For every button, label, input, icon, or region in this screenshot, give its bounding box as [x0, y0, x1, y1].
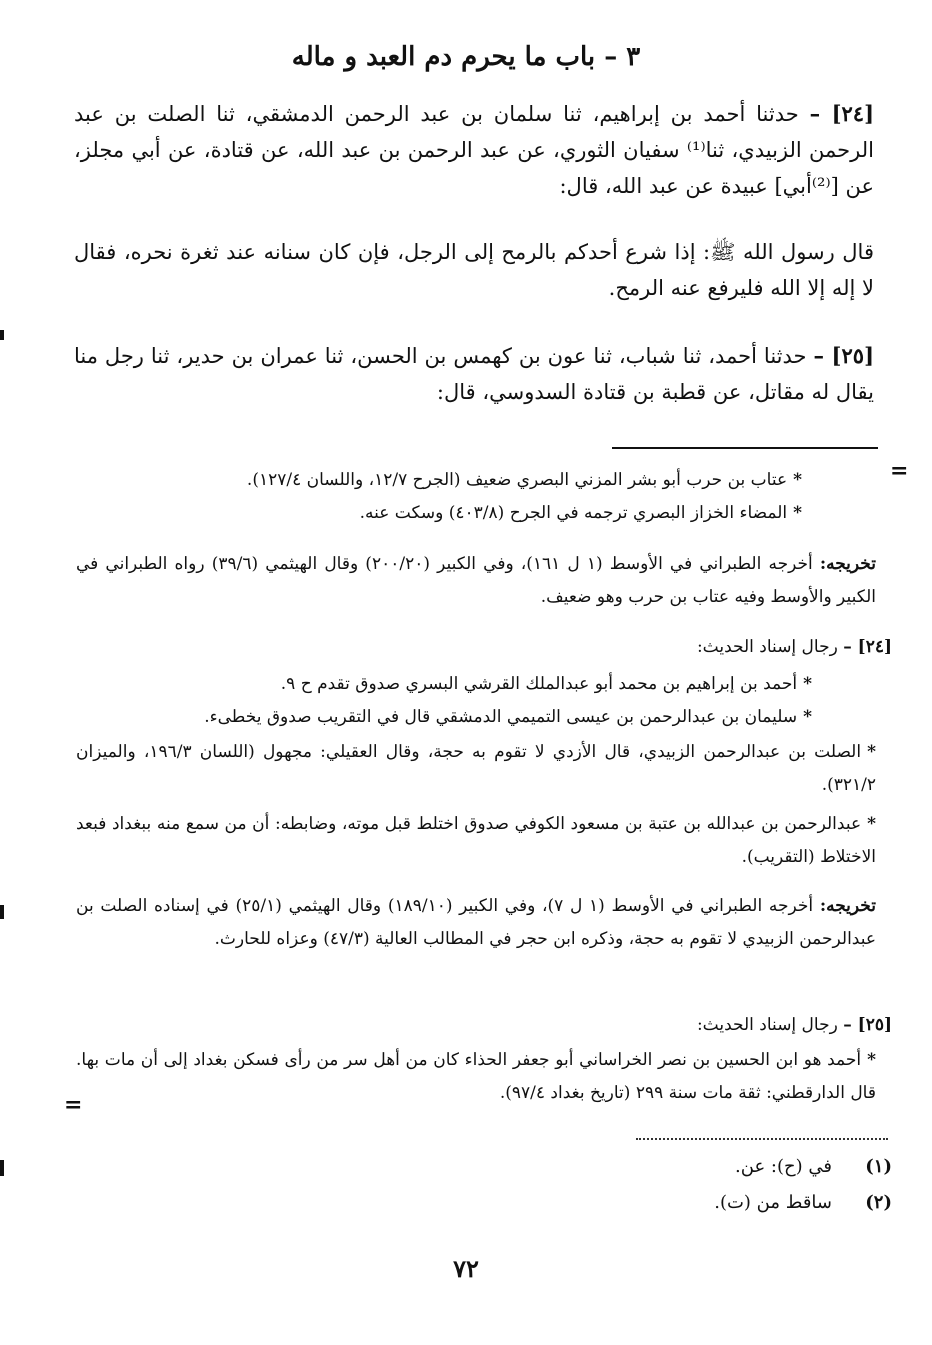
- bullet-icon: *: [793, 470, 802, 490]
- notes-24-list-cont: [76, 736, 876, 874]
- bullet-icon: *: [867, 814, 876, 834]
- continuation-mark: =: [64, 1092, 83, 1118]
- list-item: *المضاء الخزاز البصري ترجمه في الجرح (٤٠٣/٨) وسكت عنه.: [359, 503, 802, 523]
- list-item: *الصلت بن عبدالرحمن الزبيدي، قال الأزدي لا تقوم به حجة، وقال العقيلي: مجهول (اللسان ١٩٦/٣، والميزان ٣٢١/٢).: [76, 742, 876, 795]
- bullet-icon: *: [867, 1050, 876, 1070]
- section-heading-25: [٢٥] – رجال إسناد الحديث:: [696, 1015, 892, 1035]
- hadith-24-matn: قال رسول الله ﷺ: إذا شرع أحدكم بالرمح إلى الرجل، فإن كان سنانه عند ثغرة نحره، فقال لا إله إلا الله فليرفع عنه الرمح.: [74, 240, 874, 300]
- list-item: *سليمان بن عبدالرحمن بن عيسى التميمي الدمشقي قال في التقريب صدوق يخطىء.: [204, 707, 812, 727]
- takhrij-label: تخريجه:: [819, 554, 876, 574]
- scan-edge-mark: [0, 1160, 4, 1176]
- notes-24-list: [72, 668, 812, 734]
- hadith-24-matn-block: [74, 234, 874, 306]
- hadith-24-number: [٢٤] –: [809, 101, 875, 126]
- footnote-2: (٢)ساقط من (ت).: [714, 1192, 892, 1213]
- footnote-dotted-separator: [636, 1138, 888, 1140]
- takhrij-label: تخريجه:: [819, 896, 876, 916]
- hadith-25-number: [٢٥] –: [813, 343, 874, 368]
- bullet-icon: *: [793, 503, 802, 523]
- footnote-separator: [612, 447, 878, 449]
- bullet-icon: *: [867, 742, 876, 762]
- notes-continued-list: [102, 464, 802, 530]
- hadith-24-isnad: حدثنا أحمد بن إبراهيم، ثنا سلمان بن عبد الرحمن الدمشقي، ثنا الصلت بن عبد الرحمن الزبيدي، ثنا⁽¹⁾ سفيان الثوري، عن عبد الرحمن بن عبد الله، عن قتادة، عن أبي مجلز، عن [⁽²⁾أبي] عبيدة عن عبد الله، قال:: [74, 102, 874, 198]
- chapter-title: ٣ – باب ما يحرم دم العبد و ماله: [291, 42, 641, 72]
- section-heading-24: [٢٤] – رجال إسناد الحديث:: [696, 637, 892, 657]
- hadith-24: [74, 96, 874, 204]
- list-item: *عتاب بن حرب أبو بشر المزني البصري ضعيف (الجرح ١٢/٧، واللسان ١٢٧/٤).: [246, 470, 802, 490]
- hadith-25: [74, 338, 874, 410]
- footnote-1: (١)في (ح): عن.: [735, 1156, 892, 1177]
- takhrij-continued: تخريجه: أخرجه الطبراني في الأوسط (١ ل ١٦١)، وفي الكبير (٢٠٠/٢٠) وقال الهيثمي (٣٩/٦) رواه الطبراني في الكبير والأوسط وفيه عتاب بن حرب وهو ضعيف.: [76, 554, 876, 607]
- continuation-mark: =: [890, 458, 909, 484]
- bullet-icon: *: [803, 707, 812, 727]
- takhrij-24: تخريجه: أخرجه الطبراني في الأوسط (١ ل ٧)، وفي الكبير (١٨٩/١٠) وقال الهيثمي (٢٥/١) في إسناده الصلت بن عبدالرحمن الزبيدي لا تقوم به حجة، وذكره ابن حجر في المطالب العالية (٤٧/٣) وعزاه للحارث.: [76, 896, 876, 949]
- scan-edge-mark: [0, 905, 4, 919]
- list-item: *عبدالرحمن بن عبدالله بن عتبة بن مسعود الكوفي صدوق اختلط قبل موته، وضابطه: أن من سمع منه ببغداد فبعد الاختلاط (التقريب).: [76, 814, 876, 867]
- bullet-icon: *: [803, 674, 812, 694]
- notes-25-list: [76, 1044, 876, 1110]
- hadith-25-isnad: حدثنا أحمد، ثنا شباب، ثنا عون بن كهمس بن الحسن، ثنا عمران بن حدير، ثنا رجل منا يقال له مقاتل، عن قطبة بن قتادة السدوسي، قال:: [74, 344, 874, 404]
- page-number: ٧٢: [453, 1254, 479, 1283]
- list-item: *أحمد هو ابن الحسين بن نصر الخراساني أبو جعفر الحذاء كان من أهل سر من رأى فسكن بغداد إلى أن مات بها. قال الدارقطني: ثقة مات سنة ٢٩٩ (تاريخ بغداد ٩٧/٤).: [76, 1050, 876, 1103]
- list-item: *أحمد بن إبراهيم بن محمد أبو عبدالملك القرشي البسري صدوق تقدم ح ٩.: [280, 674, 812, 694]
- scan-edge-mark: [0, 330, 4, 340]
